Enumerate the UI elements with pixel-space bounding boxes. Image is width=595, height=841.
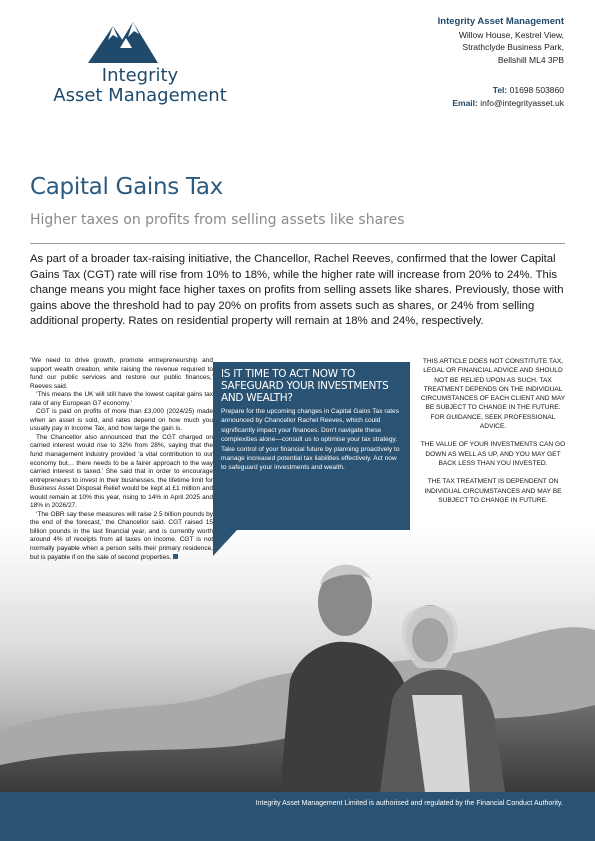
email-label: Email: [452,97,478,108]
contact-block [438,16,564,109]
article-paragraph-5-text: ‘The OBR say these measures will raise 2.5 billion pounds by the end of the forecast,’ the Chancellor said. CGT raised 15 billion pounds in the last financial year, and is currently worth around 4% of receipts from all taxes on income. CGT is not normally payable when a person sells their primary residence, but is payable if on the sale of second properties. [30,510,213,561]
company-name: Integrity Asset Management [437,16,564,27]
article-paragraph-4: The Chancellor also announced that the CGT charged on carried interest would rise to 32% from 28%, saying that the fund management industry provided ‘a vital contribution to our economy but… there needs to be a fairer approach to the way carried interest is taxed.’ She said that in order to encourage entrepreneurs to invest in their businesses, the lifetime limit for Business Asset Disposal Relief would be kept at £1 million and would remain at 10% this year, rising to 14% in April 2025 and 18% in 2026/27. [30,433,213,510]
address-line-2: Strathclyde Business Park, [462,42,564,52]
disclaimer-block [418,357,568,514]
email-value[interactable]: info@integrityasset.uk [480,97,564,108]
couple-photo [0,530,595,792]
logo-line-1: Integrity [101,65,179,86]
logo-text [50,66,230,106]
article-paragraph-3: CGT is paid on profits of more than £3,000 (2024/25) made when an asset is sold, and rates depend on how much you usually pay in Income Tax, and how large the gain is. [30,408,213,433]
tel-value[interactable]: 01698 503860 [509,85,564,95]
regulatory-notice: Integrity Asset Management Limited is authorised and regulated by the Financial Conduct Authority. [255,800,563,807]
address-line-1: Willow House, Kestrel View, [458,29,564,40]
disclaimer-2: THE VALUE OF YOUR INVESTMENTS CAN GO DOWN AS WELL AS UP, AND YOU MAY GET BACK LESS THAN YOU INVESTED. [420,441,566,467]
page-title: Capital Gains Tax [30,174,223,200]
email [438,97,564,110]
disclaimer-3: THE TAX TREATMENT IS DEPENDENT ON INDIVIDUAL CIRCUMSTANCES AND MAY BE SUBJECT TO CHANGE IN FUTURE. [424,478,562,504]
callout-heading: IS IT TIME TO ACT NOW TO SAFEGUARD YOUR INVESTMENTS AND WEALTH? [221,368,389,404]
logo-line-2: Asset Management [53,85,227,106]
tel-label: Tel: [492,85,508,95]
article-paragraph-1: ‘We need to drive growth, promote entrepreneurship and support wealth creation, while raising the revenue required to fund our public services and restore our public finances,’ Reeves said. [30,357,213,390]
divider [30,243,565,244]
intro-paragraph: As part of a broader tax-raising initiative, the Chancellor, Rachel Reeves, confirmed that the lower Capital Gains Tax (CGT) rate will rise from 10% to 18%, while the higher rate will increase from 20% to 24%. This change means you might face higher taxes on profits from selling assets like shares. Previously, those with gains above the threshold had to pay 20% on profits from assets such as shares, or 24% from selling additional property. Rates on residential property will remain at 18% and 24%, respectively. [30,253,564,327]
page-subtitle: Higher taxes on profits from selling assets like shares [30,212,405,228]
article-body [30,357,213,562]
footer-bar [0,792,595,841]
article-paragraph-5 [30,511,213,562]
address-line-3: Bellshill ML4 3PB [497,54,564,65]
mountain-logo-icon [88,18,158,63]
callout-body: Prepare for the upcoming changes in Capital Gains Tax rates announced by Chancellor Rachel Reeves, which could significantly impact your finances. Don’t navigate these complexities alone—consult us to optimise your tax strategy. Take control of your financial future by planning proactively to manage increased potential tax liabilities effectively. Act now to safeguard your investments and wealth. [221,408,400,472]
disclaimer-1: THIS ARTICLE DOES NOT CONSTITUTE TAX, LEGAL OR FINANCIAL ADVICE AND SHOULD NOT BE RELIED UPON AS SUCH. TAX TREATMENT DEPENDS ON THE INDIVIDUAL CIRCUMSTANCES OF EACH CLIENT AND MAY BE SUBJECT TO CHANGE IN THE FUTURE. FOR GUIDANCE, SEEK PROFESSIONAL ADVICE. [420,358,566,431]
callout-pointer [213,530,237,556]
hillside-couple-image [0,530,595,792]
article-paragraph-2: ‘This means the UK will still have the lowest capital gains tax rate of any European G7 economy.’ [30,391,213,407]
call-to-action-box [213,362,410,530]
company-logo [50,18,230,113]
telephone [438,84,564,97]
end-of-article-icon [173,554,178,559]
